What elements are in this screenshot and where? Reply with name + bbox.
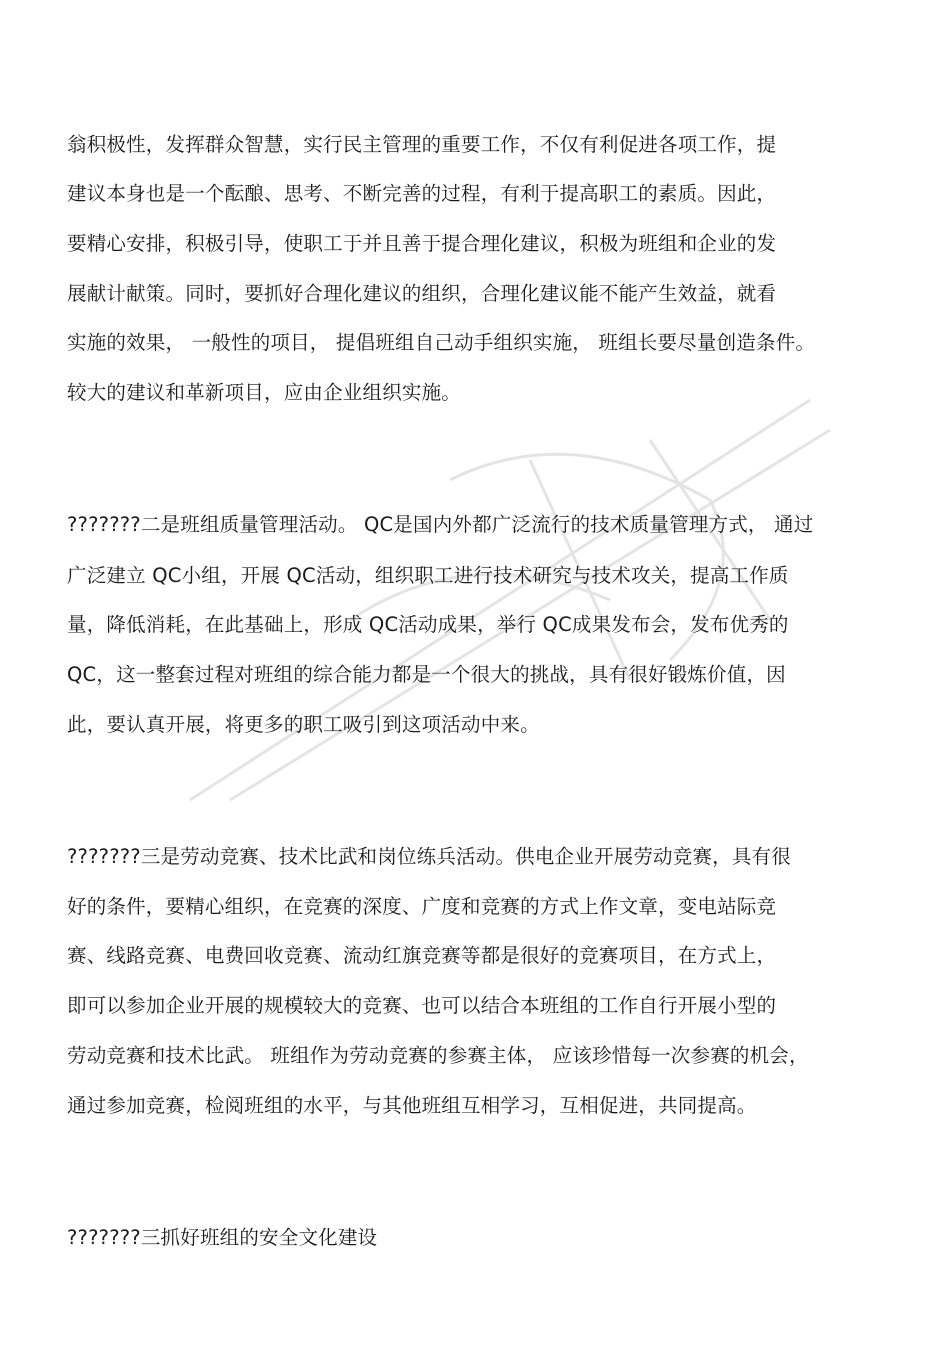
paragraph-line: QC，这一整套过程对班组的综合能力都是一个很大的挑战，具有很好锻炼价值，因: [67, 663, 786, 686]
watermark-icon: [150, 360, 850, 820]
section-heading: ???????三抓好班组的安全文化建设: [67, 1226, 378, 1249]
paragraph-line: 通过参加竞赛，检阅班组的水平，与其他班组互相学习，互相促进，共同提高。: [67, 1094, 757, 1117]
paragraph-line: 翁积极性，发挥群众智慧，实行民主管理的重要工作，不仅有利促进各项工作，提: [67, 133, 777, 156]
paragraph-line: 展献计献策。同时，要抓好合理化建议的组织，合理化建议能不能产生效益，就看: [67, 282, 777, 305]
paragraph-line: 实施的效果， 一般性的项目， 提倡班组自己动手组织实施， 班组长要尽量创造条件。: [67, 331, 816, 354]
paragraph-line: ???????二是班组质量管理活动。 QC是国内外都广泛流行的技术质量管理方式， 通过: [67, 513, 814, 536]
paragraph-line: 劳动竞赛和技术比武。 班组作为劳动竞赛的参赛主体， 应该珍惜每一次参赛的机会，: [67, 1044, 809, 1067]
paragraph-line: 建议本身也是一个酝酿、思考、不断完善的过程，有利于提高职工的素质。因此，: [67, 182, 777, 205]
paragraph-line: 好的条件，要精心组织，在竞赛的深度、广度和竞赛的方式上作文章，变电站际竞: [67, 895, 777, 918]
paragraph-line: 要精心安排，积极引导，使职工于并且善于提合理化建议，积极为班组和企业的发: [67, 232, 777, 255]
paragraph-line: 量，降低消耗，在此基础上，形成 QC活动成果，举行 QC成果发布会，发布优秀的: [67, 613, 789, 636]
paragraph-line: 即可以参加企业开展的规模较大的竞赛、也可以结合本班组的工作自行开展小型的: [67, 994, 777, 1017]
paragraph-line: 较大的建议和革新项目，应由企业组织实施。: [67, 381, 462, 404]
paragraph-line: 广泛建立 QC小组，开展 QC活动，组织职工进行技术研究与技术攻关，提高工作质: [67, 564, 789, 587]
paragraph-line: 此，要认真开展，将更多的职工吸引到这项活动中来。: [67, 713, 540, 736]
paragraph-line: ???????三是劳动竞赛、技术比武和岗位练兵活动。供电企业开展劳动竞赛，具有很: [67, 845, 791, 868]
paragraph-line: 赛、线路竞赛、电费回收竞赛、流动红旗竞赛等都是很好的竞赛项目，在方式上，: [67, 944, 777, 967]
